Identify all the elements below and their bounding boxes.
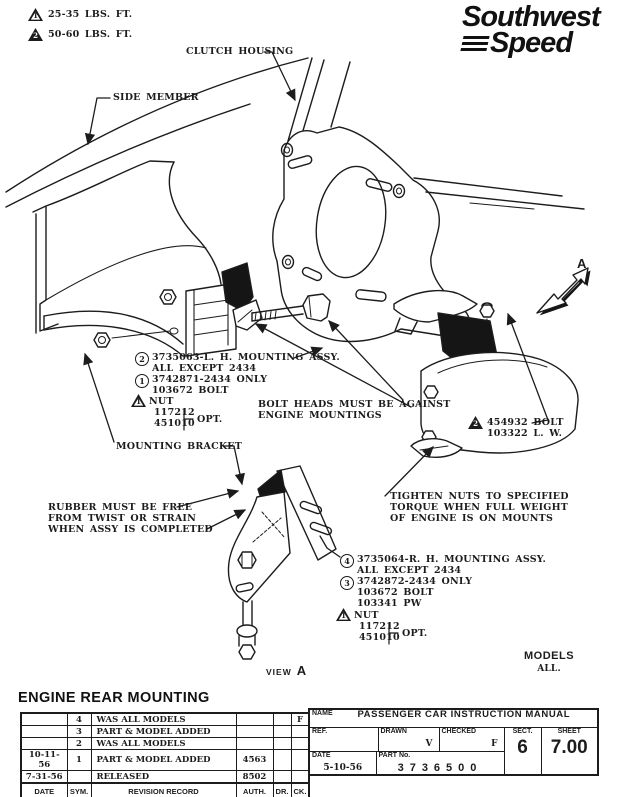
bolt-heads-note: BOLT HEADS MUST BE AGAINST	[258, 399, 451, 410]
callout-line: 103341 PW	[357, 598, 422, 609]
ref-circle: 2	[135, 352, 149, 366]
manual-name: PASSENGER CAR INSTRUCTION MANUAL	[357, 709, 571, 720]
title-block-mid-row	[309, 727, 598, 751]
date-value: 5-10-56	[323, 762, 363, 773]
callout-line: 103672 BOLT	[357, 587, 434, 598]
revision-row: 4 WAS ALL MODELS F	[21, 713, 309, 726]
revision-row: 2 WAS ALL MODELS	[21, 738, 309, 750]
callout-line: 3735064-R. H. MOUNTING ASSY.	[357, 554, 547, 565]
checked-label: CHECKED	[441, 727, 477, 735]
torque-symbol-2-icon: 2	[28, 28, 43, 41]
side-member-assembly	[33, 161, 262, 356]
callout-line: 451010	[154, 418, 195, 429]
checked-value: F	[491, 738, 498, 749]
frame-curves	[6, 58, 308, 207]
callout-line: 3735063-L. H. MOUNTING ASSY.	[152, 352, 340, 363]
models-word: MODELS	[523, 650, 575, 662]
logo-word-2: Speed	[490, 27, 573, 59]
revision-row: 10-11-56 1 PART & MODEL ADDED 4563	[21, 750, 309, 771]
view-letter: A	[296, 663, 307, 678]
title-block	[308, 708, 599, 776]
speed-lines-icon	[460, 36, 489, 51]
callout-line: 103672 BOLT	[152, 385, 229, 396]
mounting-bracket-label: MOUNTING BRACKET	[116, 441, 243, 452]
revision-row: 3 PART & MODEL ADDED	[21, 726, 309, 738]
ref-circle: 4	[340, 554, 354, 568]
torque-symbol-1-icon: 1	[28, 8, 43, 21]
tighten-note: OF ENGINE IS ON MOUNTS	[390, 513, 554, 524]
torque-legend-label: 50-60 LBS. FT.	[48, 29, 133, 40]
callout-line: 3742872-2434 ONLY	[357, 576, 473, 587]
torque-symbol-1-icon: 1	[336, 608, 351, 621]
southwest-speed-logo	[462, 1, 626, 59]
callout-line: 454932 BOLT	[487, 417, 564, 428]
bolt-heads-note: ENGINE MOUNTINGS	[258, 410, 382, 421]
side-member-label: SIDE MEMBER	[113, 92, 199, 103]
logo-word-1: Southwest	[462, 1, 600, 33]
torque-symbol-1-icon: 1	[131, 394, 146, 407]
clutch-housing-label: CLUTCH HOUSING	[186, 46, 294, 57]
part-number-value: 3736500	[397, 761, 483, 774]
callout-line: ALL EXCEPT 2434	[152, 363, 257, 374]
title-block-name-row	[309, 709, 598, 727]
revision-header-row: DATE SYM. REVISION RECORD AUTH. DR. CK.	[21, 783, 309, 797]
callout-line: 103322 L. W.	[487, 428, 563, 439]
view-a-bracket	[228, 466, 336, 659]
drawing-title: ENGINE REAR MOUNTING	[18, 690, 210, 706]
callout-line: 3742871-2434 ONLY	[152, 374, 268, 385]
callout-line: ALL EXCEPT 2434	[357, 565, 462, 576]
opt-label: OPT.	[402, 628, 428, 639]
callout-line: 117212	[359, 621, 400, 632]
sect-label: SECT.	[512, 727, 533, 735]
rubber-note: RUBBER MUST BE FREE	[48, 502, 193, 513]
torque-symbol-2-icon: 2	[468, 416, 483, 429]
name-label: NAME	[312, 710, 333, 717]
opt-label: OPT.	[197, 414, 223, 425]
sect-value: 6	[517, 736, 528, 758]
callout-line: NUT	[354, 610, 379, 621]
part-number-label: PART No.	[378, 751, 411, 759]
callout-line: 451010	[359, 632, 400, 643]
tighten-note: TORQUE WHEN FULL WEIGHT	[390, 502, 569, 513]
ref-circle: 1	[135, 374, 149, 388]
view-word: VIEW	[266, 667, 292, 677]
callout-line: NUT	[149, 396, 174, 407]
tighten-note: TIGHTEN NUTS TO SPECIFIED	[390, 491, 569, 502]
torque-legend-label: 25-35 LBS. FT.	[48, 9, 133, 20]
view-a-caption	[266, 663, 306, 678]
revision-table	[20, 712, 310, 797]
sheet-value: 7.00	[550, 736, 588, 758]
drawn-value: V	[425, 738, 433, 749]
drawn-label: DRAWN	[380, 727, 407, 735]
rubber-note: WHEN ASSY IS COMPLETED	[48, 524, 213, 535]
revision-row: 7-31-56 RELEASED 8502	[21, 771, 309, 784]
callout-line: 117212	[154, 407, 195, 418]
section-arrow-letter: A	[577, 256, 587, 271]
models-value: ALL.	[537, 664, 561, 674]
models-note	[518, 650, 580, 675]
rubber-note: FROM TWIST OR STRAIN	[48, 513, 196, 524]
ref-label: REF.	[312, 727, 328, 735]
date-label: DATE	[312, 751, 331, 759]
ref-circle: 3	[340, 576, 354, 590]
sheet-label: SHEET	[557, 727, 581, 735]
section-arrow	[537, 268, 591, 316]
